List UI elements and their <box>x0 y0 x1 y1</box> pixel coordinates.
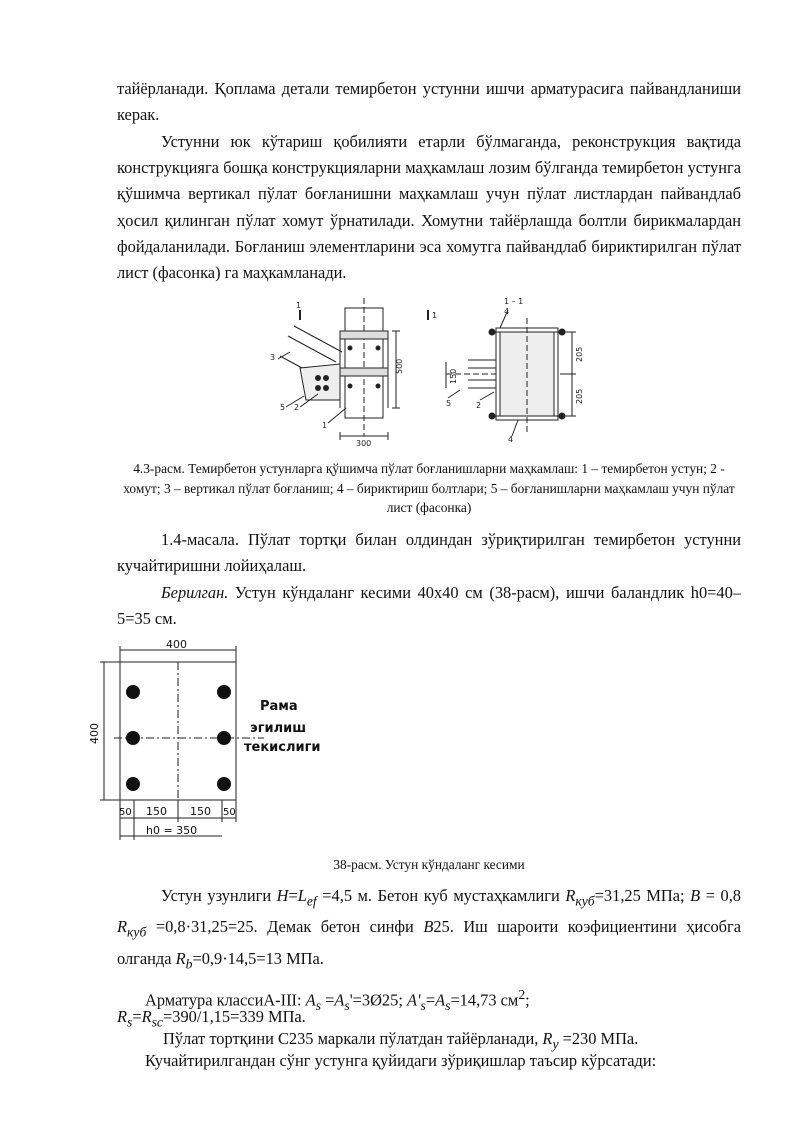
section-mark-left: 1 <box>296 301 302 310</box>
label-4-top: 4 <box>504 307 510 316</box>
label-5: 5 <box>280 403 286 412</box>
height-label: 400 <box>88 723 101 744</box>
dim-50-right: 50 <box>223 807 236 818</box>
rebar-top-right <box>217 685 231 699</box>
given-text: Устун кўндаланг кесими 40х40 см (38-расм), ишчи баландлик h0=40–5=35 см. <box>117 583 741 629</box>
forces-intro-line: Кучайтирилгандан сўнг устунга қуйидаги зўриқишлар таъсир кўрсатади: <box>145 1051 657 1070</box>
section-mark-right: 1 <box>432 311 438 320</box>
reinforcement-class-line: Арматура классиA-III: $A_s$ $=A_s'=3Ø25$; $A'_s=A_s=14,73$ $см^2$; <box>145 987 530 1013</box>
dim-150: 150 <box>449 368 458 384</box>
h0-label: h0 = 350 <box>146 824 198 837</box>
label-4-bottom: 4 <box>508 435 514 444</box>
rebar-strength-line: $R_s=R_{sc}=390/1,15=339$ МПа. <box>117 1007 306 1030</box>
column-parameters-paragraph: Устун узунлиги $H=L_{ef} =4,5$ м. Бетон куб мустаҳкамлиги $R_{куб}=31,25$ МПа; B = 0,8 $R_{куб} =0,8\cdot 31,25=25$. Демак бетон синфи B25. Иш шароити коэфициентини ҳисобга олганда $R_b=0,9\cdot 14,5=13$ МПа. <box>117 886 742 972</box>
figure2-caption: 38-расм. Устун кўндаланг кесими <box>333 857 525 872</box>
dim-300: 300 <box>356 439 372 446</box>
section-title: 1 – 1 <box>504 297 524 306</box>
figure1-caption: 4.3-расм. Темирбетон устунларга қўшимча пўлат боғланишларни маҳкамлаш: 1 – темирбетон устун; 2 - хомут; 3 – вертикал пўлат боғланиш; 4 – бириктириш болтлари; 5 – боғланишларни маҳкамлаш учун пўлат лист (фасонка) <box>123 461 735 515</box>
plane-label-line2: эгилиш <box>250 721 307 736</box>
dim-500: 500 <box>395 358 404 374</box>
label-3: 3 <box>270 353 276 362</box>
dim-50-left: 50 <box>119 807 132 818</box>
dim-205-top: 205 <box>575 346 584 362</box>
dim-150-right: 150 <box>190 805 211 818</box>
plane-label-line3: текислиги <box>244 740 321 755</box>
rebar-mid-left <box>126 731 140 745</box>
label-5-right: 5 <box>446 399 452 408</box>
label-2-right: 2 <box>476 401 482 410</box>
label-1: 1 <box>322 421 328 430</box>
column-cross-section-figure <box>84 640 344 850</box>
paragraph-reinforcement: Устунни юк кўтариш қобилияти етарли бўлмаганда, реконструкция вақтида конструкцияга бошқа конструкцияларни маҳкамлаш лозим бўлганда темирбетон устунга қўшимча вертикал пўлат боғланишни маҳкамлаш учун пўлат листлардан пайвандлаб ҳосил қилинган пўлат хомут ўрнатилади. Хомутни тайёрлашда болтли бирикмалардан фойдаланилади. Боғланиш элементларини эса хомутга пайвандлаб бириктирилган пўлат лист (фасонка) га маҳкамланади. <box>117 132 741 283</box>
label-2: 2 <box>294 403 300 412</box>
width-label: 400 <box>166 640 187 651</box>
problem-title: 1.4-масала. Пўлат тортқи билан олдиндан зўриқтирилган темирбетон устунни кучайтиришни лойиҳалаш. <box>117 530 741 576</box>
dim-150-left: 150 <box>146 805 167 818</box>
dim-205-bottom: 205 <box>575 388 584 404</box>
paragraph-intro: тайёрланади. Қоплама детали темирбетон устунни ишчи арматурасига пайвандланиши керак. <box>117 79 741 125</box>
steel-clamp-figure <box>260 296 590 446</box>
given-paragraph <box>117 580 741 632</box>
given-label: Берилган. <box>161 583 229 602</box>
steel-tie-line: Пўлат тортқини С235 маркали пўлатдан тайёрланади, $R_y =230$ МПа. <box>163 1029 639 1052</box>
rebar-mid-right <box>217 731 231 745</box>
rebar-top-left <box>126 685 140 699</box>
rebar-bottom-left <box>126 777 140 791</box>
rebar-bottom-right <box>217 777 231 791</box>
plane-label-line1: Рама <box>260 699 298 714</box>
